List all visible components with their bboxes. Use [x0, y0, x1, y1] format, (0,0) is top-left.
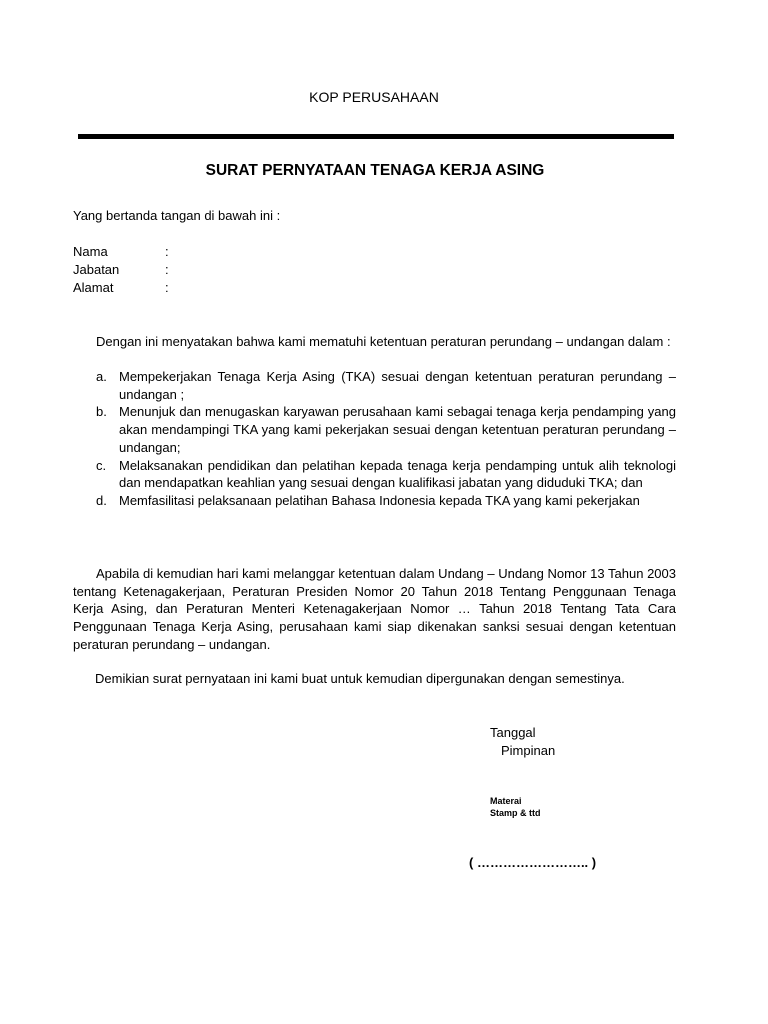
obligation-list	[73, 368, 676, 510]
stamp-label: Materai	[490, 796, 522, 806]
field-colon: :	[165, 244, 169, 259]
header-rule	[78, 134, 674, 139]
list-item	[73, 368, 676, 403]
list-item-text: Melaksanakan pendidikan dan pelatihan kepada tenaga kerja pendamping untuk alih teknologi dan mendapatkan keahlian yang sesuai dengan kualifikasi jabatan yang diduduki TKA; dan	[119, 457, 676, 491]
intro-text: Yang bertanda tangan di bawah ini :	[73, 208, 281, 223]
statement-paragraph: Dengan ini menyatakan bahwa kami mematuhi ketentuan peraturan perundang – undangan dalam :	[96, 334, 671, 349]
stamp-sign-label: Stamp & ttd	[490, 808, 541, 818]
signatory-name-placeholder: ( …………………….. )	[469, 855, 597, 870]
field-colon: :	[165, 280, 169, 295]
closing-paragraph: Demikian surat pernyataan ini kami buat untuk kemudian dipergunakan dengan semestinya.	[95, 671, 625, 686]
field-label: Nama	[73, 244, 108, 259]
date-label: Tanggal	[490, 725, 536, 740]
document-title: SURAT PERNYATAAN TENAGA KERJA ASING	[205, 162, 545, 179]
list-marker: c.	[96, 457, 107, 473]
list-item	[73, 492, 676, 510]
list-item	[73, 403, 676, 456]
list-marker: d.	[96, 492, 107, 508]
list-item-text: Memfasilitasi pelaksanaan pelatihan Bahasa Indonesia kepada TKA yang kami pekerjakan	[119, 492, 640, 508]
list-item	[73, 457, 676, 492]
list-item-text: Mempekerjakan Tenaga Kerja Asing (TKA) sesuai dengan ketentuan peraturan perundang – undangan ;	[119, 369, 676, 402]
list-marker: a.	[96, 369, 107, 384]
sanction-paragraph: Apabila di kemudian hari kami melanggar ketentuan dalam Undang – Undang Nomor 13 Tahun 2003 tentang Ketenagakerjaan, Peraturan Presiden Nomor 20 Tahun 2018 Tentang Penggunaan Tenaga Kerja Asing, dan Peraturan Menteri Ketenagakerjaan Nomor … Tahun 2018 Tentang Tata Cara Penggunaan Tenaga Kerja Asing, perusahaan kami siap dikenakan sanksi sesuai dengan ketentuan peraturan perundang – undangan.	[73, 566, 676, 652]
letterhead: KOP PERUSAHAAN	[309, 89, 439, 105]
signatory-role: Pimpinan	[501, 743, 556, 758]
field-colon: :	[165, 262, 169, 277]
list-marker: b.	[96, 404, 107, 420]
field-label: Jabatan	[73, 262, 120, 277]
list-item-text: Menunjuk dan menugaskan karyawan perusahaan kami sebagai tenaga kerja pendamping yang akan mendampingi TKA yang kami pekerjakan sesuai dengan ketentuan peraturan perundang – undangan;	[119, 404, 676, 455]
field-label: Alamat	[73, 280, 114, 295]
